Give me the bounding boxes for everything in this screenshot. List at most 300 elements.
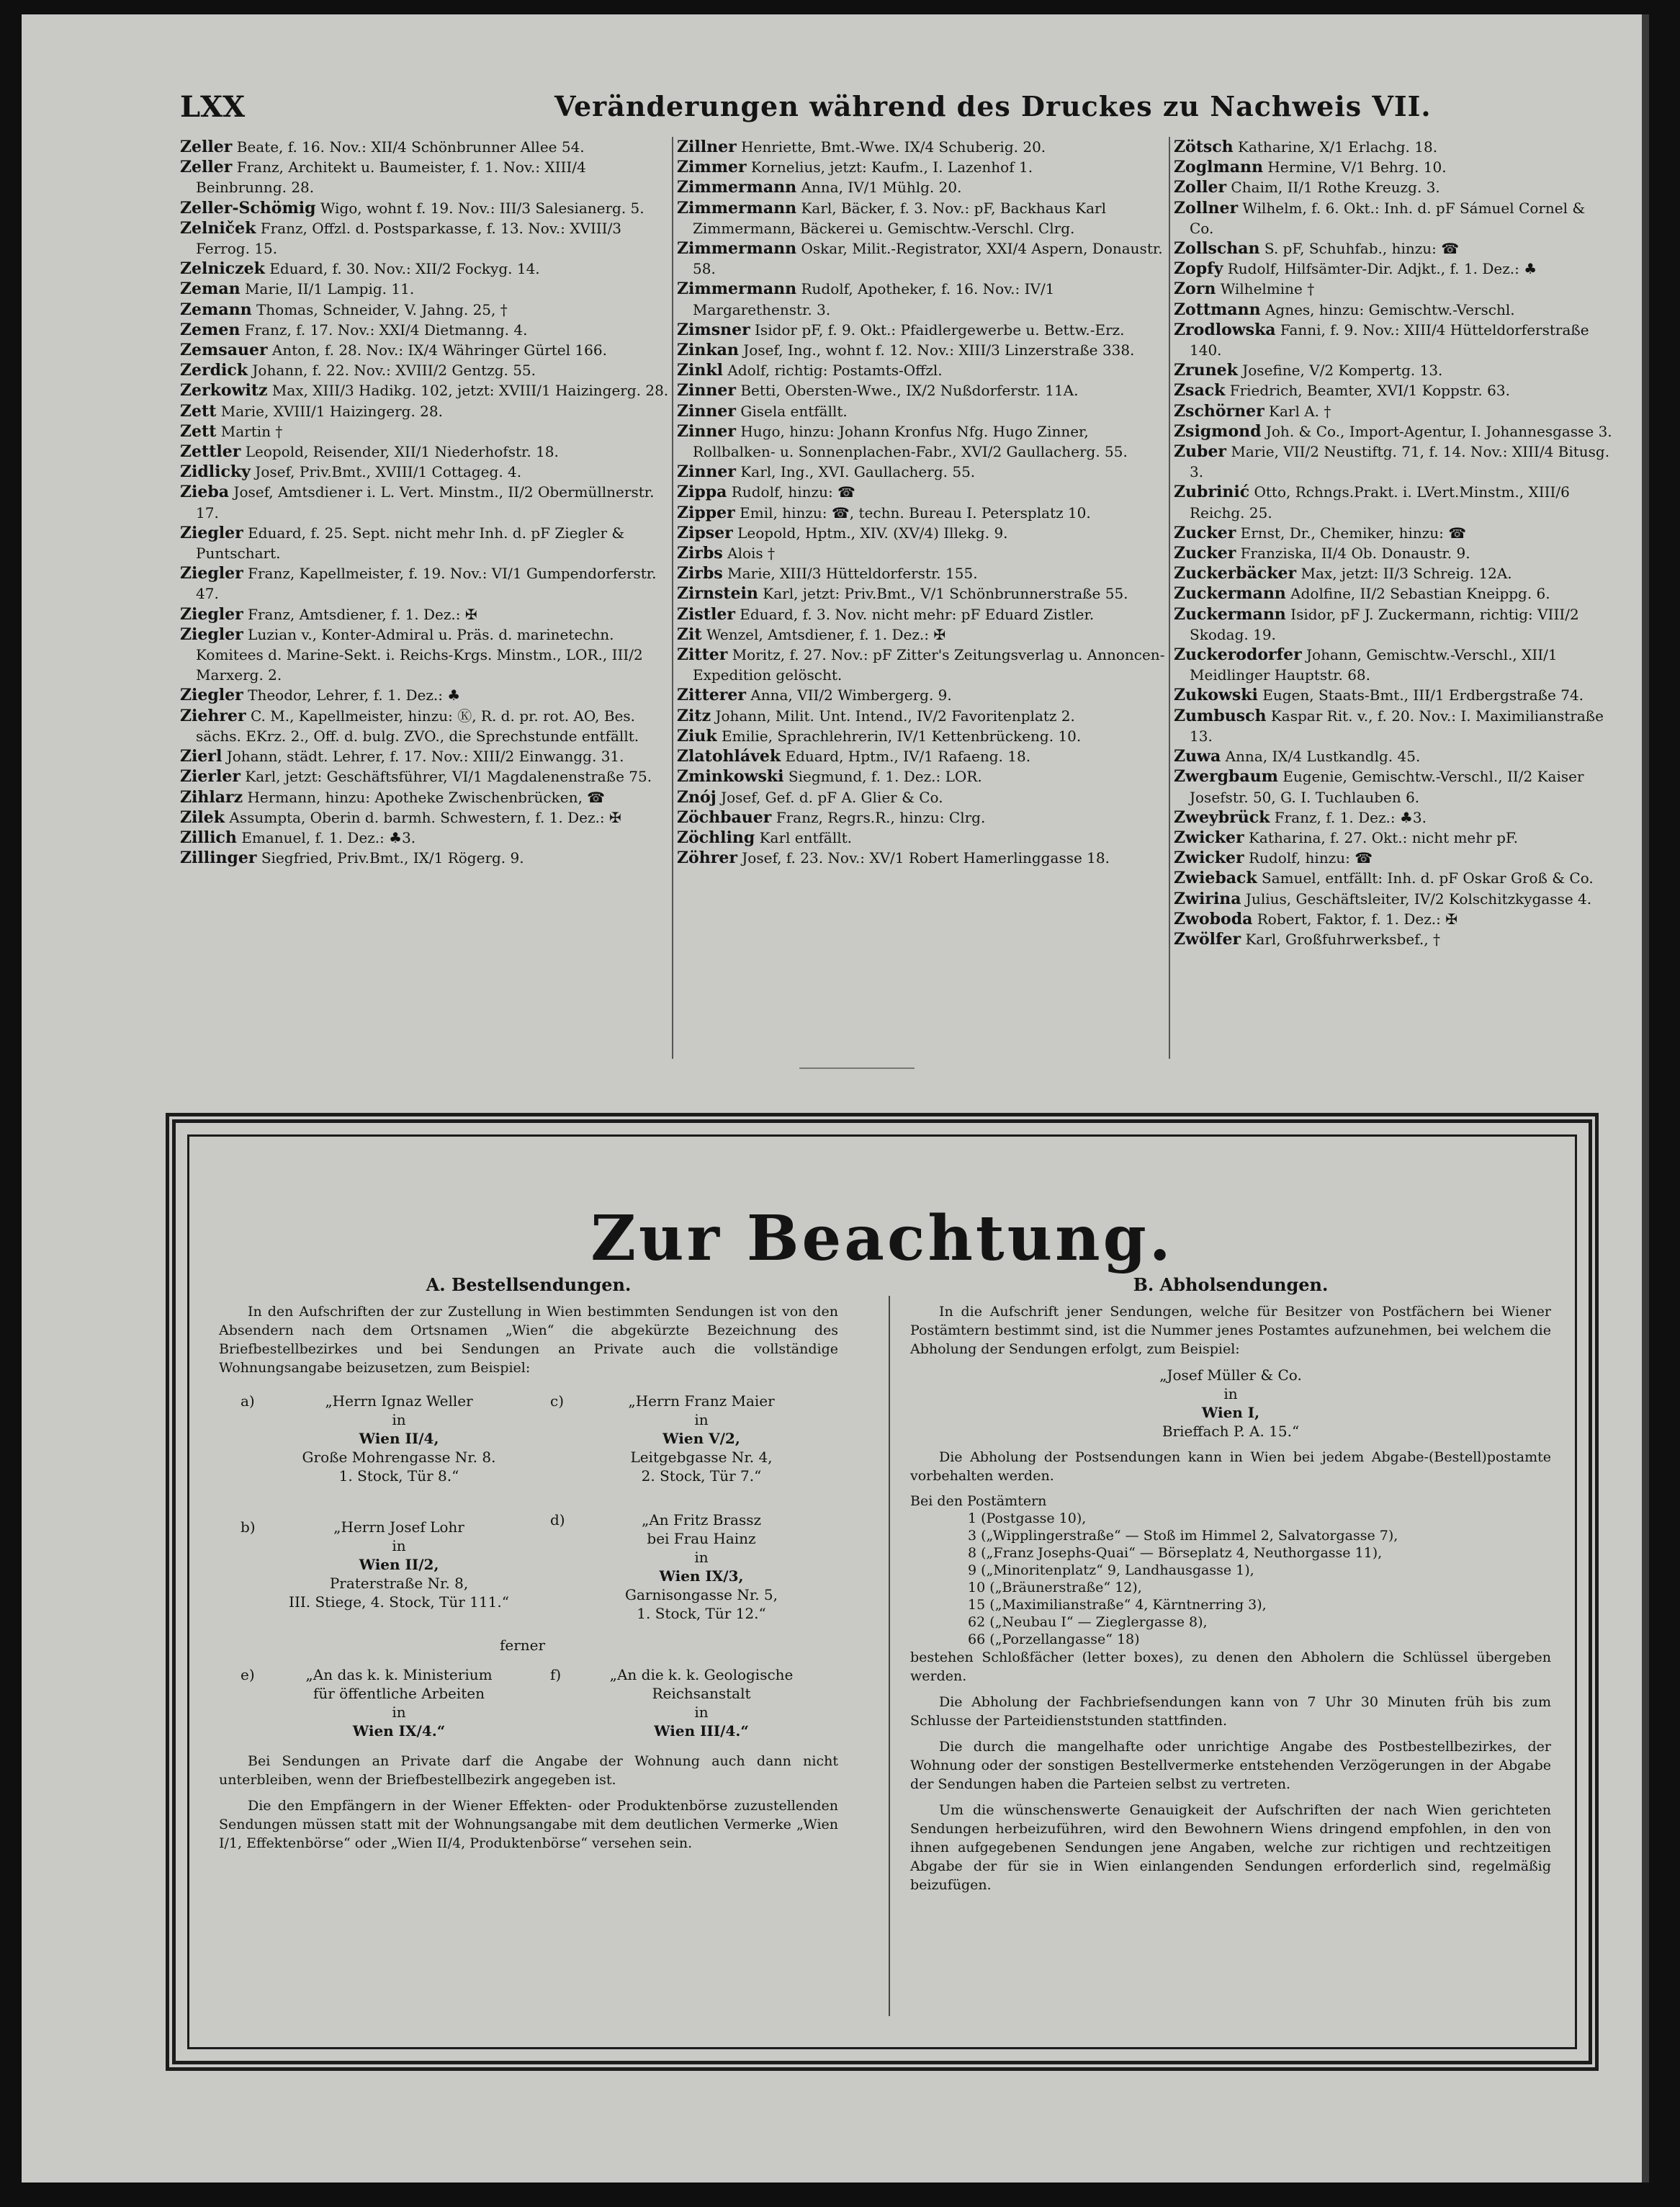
entry-surname: Zillner bbox=[677, 138, 737, 156]
entry-surname: Zipper bbox=[677, 503, 735, 522]
directory-entry bbox=[677, 401, 1167, 421]
directory-entry bbox=[180, 360, 670, 380]
address-line: Praterstraße Nr. 8, bbox=[329, 1575, 469, 1592]
notice-divider bbox=[889, 1296, 890, 2016]
address-line: in bbox=[392, 1537, 406, 1554]
entry-surname: Zoller bbox=[1174, 178, 1227, 197]
entry-details: Rudolf, Hilfsämter-Dir. Adjkt., f. 1. Dez.: ♣ bbox=[1227, 260, 1537, 278]
directory-entry bbox=[677, 787, 1167, 807]
directory-entry bbox=[180, 523, 670, 563]
entry-details: Alois † bbox=[727, 545, 776, 563]
address-line: 1. Stock, Tür 12.“ bbox=[637, 1605, 766, 1622]
entry-details: Fanni, f. 9. Nov.: XIII/4 Hütteldorferstraße 140. bbox=[1190, 321, 1589, 359]
entry-surname: Zippa bbox=[677, 483, 727, 502]
directory-entry bbox=[677, 706, 1167, 726]
directory-entry bbox=[677, 340, 1167, 360]
entry-surname: Zwoboda bbox=[1174, 909, 1253, 928]
entry-surname: Zwirina bbox=[1174, 889, 1241, 908]
directory-entry bbox=[1174, 563, 1613, 583]
entry-surname: Zinner bbox=[677, 381, 736, 400]
address-line: in bbox=[694, 1549, 709, 1566]
entry-surname: Zinkl bbox=[677, 361, 724, 380]
address-line: Wien II/4, bbox=[359, 1430, 439, 1447]
entry-details: Theodor, Lehrer, f. 1. Dez.: ♣ bbox=[248, 686, 461, 704]
entry-surname: Zierl bbox=[180, 747, 223, 766]
entry-details: Emilie, Sprachlehrerin, IV/1 Kettenbrückeng. 10. bbox=[722, 727, 1082, 745]
directory-entry bbox=[180, 137, 670, 157]
entry-surname: Zierler bbox=[180, 767, 241, 787]
entry-surname: Zirbs bbox=[677, 564, 723, 583]
entry-details: Johann, Milit. Unt. Intend., IV/2 Favoritenplatz 2. bbox=[715, 707, 1075, 725]
ferner-label: ferner bbox=[500, 1637, 546, 1654]
section-a-paragraph: Die den Empfängern in der Wiener Effekten- oder Produktenbörse zuzustellenden Sendungen müssen statt mit der Wohnungsangabe mit dem deutlichen Vermerke „Wien I/1, Effektenbörse“ oder „Wien II/4, Produktenbörse“ versehen sein. bbox=[219, 1798, 838, 1851]
address-line: III. Stiege, 4. Stock, Tür 111.“ bbox=[289, 1593, 509, 1611]
directory-entry bbox=[677, 380, 1167, 400]
directory-entry bbox=[180, 807, 670, 828]
post-office-line: 1 (Postgasse 10), bbox=[968, 1510, 1087, 1526]
entry-details: Anton, f. 28. Nov.: IX/4 Währinger Gürtel 166. bbox=[271, 341, 607, 359]
address-label: c) bbox=[550, 1392, 565, 1410]
address-line: Garnisongasse Nr. 5, bbox=[624, 1586, 778, 1603]
entry-details: Wigo, wohnt f. 19. Nov.: III/3 Salesianerg. 5. bbox=[320, 199, 644, 217]
post-office-list bbox=[910, 1510, 1551, 1648]
entry-surname: Zwölfer bbox=[1174, 929, 1241, 949]
post-office-line: 62 („Neubau I“ — Zieglergasse 8), bbox=[968, 1614, 1208, 1630]
entry-details: Robert, Faktor, f. 1. Dez.: ✠ bbox=[1257, 910, 1457, 928]
entry-details: Leopold, Reisender, XII/1 Niederhofstr. 18. bbox=[245, 443, 559, 461]
post-office-line: 3 („Wipplingerstraße“ — Stoß im Himmel 2, Salvatorgasse 7), bbox=[968, 1528, 1398, 1544]
entry-surname: Zinner bbox=[677, 421, 736, 441]
post-office-line: 66 („Porzellangasse“ 18) bbox=[968, 1631, 1140, 1647]
address-line: Wien III/4.“ bbox=[654, 1722, 749, 1740]
entry-details: Johann, Gemischtw.-Verschl., XII/1 Meidlinger Hauptstr. 68. bbox=[1190, 646, 1558, 684]
directory-entry bbox=[677, 462, 1167, 482]
address-line: Wien IX/3, bbox=[659, 1567, 744, 1585]
address-line: Wien V/2, bbox=[662, 1430, 740, 1447]
entry-details: Franz, Offzl. d. Postsparkasse, f. 13. Nov.: XVIII/3 Ferrog. 15. bbox=[196, 219, 622, 258]
section-b-paragraph: Die durch die mangelhafte oder unrichtige Angabe des Postbestellbezirkes, der Wohnung oder der sonstigen Bestellvermerke entstehenden Verzögerungen in der Abgabe der Sendungen haben die Parteien selbst zu vertreten. bbox=[910, 1739, 1551, 1792]
entry-surname: Zitz bbox=[677, 706, 711, 725]
entry-surname: Zistler bbox=[677, 604, 735, 624]
directory-entry bbox=[1174, 300, 1613, 320]
entry-details: Oskar, Milit.-Registrator, XXI/4 Aspern, Donaustr. 58. bbox=[693, 240, 1163, 278]
directory-entry bbox=[677, 360, 1167, 380]
entry-details: Max, XIII/3 Hadikg. 102, jetzt: XVIII/1 Haizingerg. 28. bbox=[271, 382, 669, 400]
column-divider bbox=[1169, 137, 1170, 1059]
entry-surname: Zeller-Schömig bbox=[180, 198, 316, 218]
entry-surname: Zöchling bbox=[677, 828, 755, 847]
entry-details: Anna, VII/2 Wimbergerg. 9. bbox=[750, 686, 952, 704]
entry-surname: Zelniczek bbox=[180, 259, 265, 279]
entry-surname: Zieba bbox=[180, 483, 230, 502]
directory-entry bbox=[677, 198, 1167, 238]
entry-details: Josef, Priv.Bmt., XVIII/1 Cottageg. 4. bbox=[255, 463, 522, 481]
section-b-paragraph: Die Abholung der Postsendungen kann in Wien bei jedem Abgabe-(Bestell)postamte vorbehalten werden. bbox=[910, 1449, 1551, 1484]
entry-surname: Zschörner bbox=[1174, 401, 1265, 421]
address-example-b bbox=[241, 1518, 521, 1611]
entry-surname: Zuckermann bbox=[1174, 604, 1286, 624]
section-b bbox=[910, 1274, 1551, 1902]
directory-entry bbox=[1174, 198, 1613, 238]
directory-entry bbox=[1174, 360, 1613, 380]
entry-surname: Zeman bbox=[180, 279, 241, 299]
entry-surname: Zucker bbox=[1174, 523, 1236, 542]
entry-surname: Zillinger bbox=[180, 849, 257, 868]
address-line: in bbox=[1223, 1385, 1238, 1402]
entry-surname: Zimsner bbox=[677, 320, 750, 339]
directory-entry bbox=[180, 157, 670, 197]
directory-entry bbox=[677, 320, 1167, 340]
entry-details: Siegfried, Priv.Bmt., IX/1 Rögerg. 9. bbox=[261, 849, 524, 867]
directory-entry bbox=[677, 645, 1167, 685]
directory-entry bbox=[677, 523, 1167, 543]
directory-entry bbox=[677, 766, 1167, 787]
entry-details: Julius, Geschäftsleiter, IV/2 Kolschitzkygasse 4. bbox=[1245, 890, 1592, 908]
entry-details: Assumpta, Oberin d. barmh. Schwestern, f. 1. Dez.: ✠ bbox=[229, 808, 621, 826]
entry-surname: Zelniček bbox=[180, 218, 256, 238]
entry-details: Otto, Rchngs.Prakt. i. LVert.Minstm., XIII/6 Reichg. 25. bbox=[1190, 483, 1570, 521]
entry-surname: Zidlicky bbox=[180, 462, 251, 482]
entry-surname: Zilek bbox=[180, 807, 225, 827]
directory-entry bbox=[1174, 543, 1613, 563]
entry-surname: Zimmermann bbox=[677, 279, 797, 299]
entry-surname: Ziehrer bbox=[180, 706, 246, 725]
directory-entry bbox=[677, 583, 1167, 604]
entry-surname: Zipser bbox=[677, 523, 733, 542]
entry-surname: Zirbs bbox=[677, 544, 723, 563]
entry-surname: Zottmann bbox=[1174, 300, 1261, 319]
directory-entry bbox=[1174, 868, 1613, 888]
address-label: e) bbox=[241, 1666, 255, 1683]
address-line: „Herrn Ignaz Weller bbox=[325, 1392, 473, 1410]
entry-details: Hermine, V/1 Behrg. 10. bbox=[1267, 158, 1447, 176]
directory-entry bbox=[1174, 177, 1613, 197]
entry-surname: Zweybrück bbox=[1174, 807, 1270, 827]
entry-surname: Ziegler bbox=[180, 686, 243, 705]
entry-surname: Zihlarz bbox=[180, 787, 243, 807]
entry-surname: Zuwa bbox=[1174, 747, 1221, 766]
entry-surname: Zinner bbox=[677, 462, 736, 482]
entry-details: Josef, Gef. d. pF A. Glier & Co. bbox=[721, 788, 943, 806]
section-b-paragraph: bestehen Schloßfächer (letter boxes), zu denen den Abholern die Schlüssel übergeben werden. bbox=[910, 1649, 1551, 1684]
entry-surname: Ziegler bbox=[180, 625, 243, 644]
entry-surname: Zitter bbox=[677, 645, 728, 665]
address-example-e bbox=[241, 1665, 521, 1740]
directory-entry bbox=[677, 157, 1167, 177]
notice-box bbox=[166, 1113, 1599, 2071]
address-example-f bbox=[550, 1665, 817, 1740]
entry-surname: Zwieback bbox=[1174, 869, 1257, 888]
address-example-a bbox=[241, 1392, 521, 1485]
entry-details: Marie, XVIII/1 Haizingerg. 28. bbox=[220, 402, 443, 420]
entry-surname: Zett bbox=[180, 401, 217, 421]
entry-surname: Zollner bbox=[1174, 198, 1239, 218]
directory-entry bbox=[1174, 889, 1613, 909]
entry-details: Eduard, f. 25. Sept. nicht mehr Inh. d. pF Ziegler & Puntschart. bbox=[196, 524, 625, 563]
address-label: a) bbox=[241, 1392, 255, 1410]
entry-details: Friedrich, Beamter, XVI/1 Koppstr. 63. bbox=[1229, 382, 1510, 400]
entry-surname: Zemann bbox=[180, 300, 252, 319]
address-line: Wien I, bbox=[1201, 1404, 1260, 1421]
entry-surname: Zumbusch bbox=[1174, 706, 1267, 725]
entry-surname: Zettler bbox=[180, 442, 241, 462]
entry-details: Agnes, hinzu: Gemischtw.-Verschl. bbox=[1265, 300, 1515, 318]
address-line: „Herrn Josef Lohr bbox=[333, 1518, 464, 1536]
entry-details: Kaspar Rit. v., f. 20. Nov.: I. Maximilianstraße 13. bbox=[1190, 707, 1604, 745]
address-line: Leitgebgasse Nr. 4, bbox=[630, 1449, 773, 1466]
entry-surname: Zöhrer bbox=[677, 849, 737, 868]
entry-surname: Zirnstein bbox=[677, 584, 758, 604]
entry-details: Karl, jetzt: Geschäftsführer, VI/1 Magdalenenstraße 75. bbox=[245, 768, 652, 786]
entry-details: Wilhelm, f. 6. Okt.: Inh. d. pF Sámuel Cornel & Co. bbox=[1190, 199, 1586, 237]
directory-entry bbox=[1174, 157, 1613, 177]
entry-details: Emil, hinzu: ☎, techn. Bureau I. Petersplatz 10. bbox=[740, 503, 1091, 521]
directory-entry bbox=[1174, 442, 1613, 482]
address-label: b) bbox=[241, 1518, 256, 1536]
address-line: „An Fritz Brassz bbox=[641, 1511, 762, 1528]
entry-surname: Zsigmond bbox=[1174, 421, 1262, 441]
entry-surname: Zillich bbox=[180, 828, 237, 847]
address-line: in bbox=[392, 1704, 406, 1721]
section-separator bbox=[799, 1067, 915, 1069]
address-line: in bbox=[694, 1704, 709, 1721]
entry-surname: Zrodlowska bbox=[1174, 320, 1276, 339]
entry-surname: Ziegler bbox=[180, 564, 243, 583]
directory-entry bbox=[1174, 645, 1613, 685]
entry-surname: Zuber bbox=[1174, 442, 1227, 462]
entry-details: Franz, Amtsdiener, f. 1. Dez.: ✠ bbox=[248, 605, 477, 623]
address-line: in bbox=[694, 1411, 709, 1428]
post-office-line: 10 („Bräunerstraße“ 12), bbox=[968, 1580, 1142, 1595]
entry-details: Franz, Architekt u. Baumeister, f. 1. Nov.: XIII/4 Beinbrunng. 28. bbox=[196, 158, 586, 197]
entry-details: Josef, Amtsdiener i. L. Vert. Minstm., II/2 Obermüllnerstr. 17. bbox=[196, 483, 655, 521]
address-line: Wien II/2, bbox=[359, 1556, 439, 1573]
address-line: Wien IX/4.“ bbox=[352, 1722, 446, 1740]
entry-details: Max, jetzt: II/3 Schreig. 12A. bbox=[1301, 565, 1512, 583]
entry-details: Marie, II/1 Lampig. 11. bbox=[244, 280, 415, 298]
directory-entry bbox=[180, 340, 670, 360]
directory-entry bbox=[1174, 848, 1613, 868]
entry-surname: Zitterer bbox=[677, 686, 746, 705]
entry-details: Anna, IX/4 Lustkandlg. 45. bbox=[1225, 748, 1421, 766]
entry-details: Moritz, f. 27. Nov.: pF Zitter's Zeitungsverlag u. Annoncen-Expedition gelöscht. bbox=[693, 646, 1165, 684]
directory-entry bbox=[180, 848, 670, 868]
directory-entry bbox=[677, 482, 1167, 502]
entry-surname: Ziegler bbox=[180, 604, 243, 624]
entry-surname: Zit bbox=[677, 625, 702, 644]
entry-surname: Zminkowski bbox=[677, 767, 784, 787]
directory-entry bbox=[677, 503, 1167, 523]
entry-surname: Zrunek bbox=[1174, 361, 1238, 380]
directory-entry bbox=[180, 401, 670, 421]
directory-entry bbox=[677, 563, 1167, 583]
directory-entry bbox=[677, 828, 1167, 848]
entry-surname: Ziuk bbox=[677, 726, 717, 746]
entry-details: Franziska, II/4 Ob. Donaustr. 9. bbox=[1240, 545, 1470, 563]
directory-entry bbox=[180, 320, 670, 340]
entry-details: Franz, f. 17. Nov.: XXI/4 Dietmanng. 4. bbox=[244, 321, 528, 339]
entry-details: Katharina, f. 27. Okt.: nicht mehr pF. bbox=[1248, 828, 1518, 846]
entry-details: Franz, Kapellmeister, f. 19. Nov.: VI/1 Gumpendorferstr. 47. bbox=[196, 565, 657, 603]
directory-entry bbox=[677, 543, 1167, 563]
entry-details: Johann, städt. Lehrer, f. 17. Nov.: XIII/2 Einwangg. 31. bbox=[226, 748, 624, 766]
entry-details: S. pF, Schuhfab., hinzu: ☎ bbox=[1264, 240, 1460, 258]
entry-details: Eugenie, Gemischtw.-Verschl., II/2 Kaiser Josefstr. 50, G. I. Tuchlauben 6. bbox=[1190, 768, 1584, 806]
entry-details: Josef, f. 23. Nov.: XV/1 Robert Hamerlinggasse 18. bbox=[742, 849, 1110, 867]
entry-details: Martin † bbox=[220, 422, 283, 440]
entry-surname: Zuckerodorfer bbox=[1174, 645, 1302, 665]
entry-details: Isidor, pF J. Zuckermann, richtig: VIII/2 Skodag. 19. bbox=[1190, 605, 1579, 643]
entry-details: Isidor pF, f. 9. Okt.: Pfaidlergewerbe u. Bettw.-Erz. bbox=[755, 321, 1125, 339]
directory-entry bbox=[1174, 238, 1613, 259]
entry-surname: Zsack bbox=[1174, 381, 1226, 400]
entry-details: Marie, XIII/3 Hütteldorferstr. 155. bbox=[727, 565, 978, 583]
directory-entry bbox=[1174, 421, 1613, 442]
address-line: bei Frau Hainz bbox=[647, 1530, 756, 1547]
directory-entry bbox=[677, 625, 1167, 645]
entry-surname: Zemsauer bbox=[180, 341, 268, 360]
directory-entry bbox=[1174, 137, 1613, 157]
entry-surname: Zukowski bbox=[1174, 686, 1258, 705]
entry-surname: Zimmermann bbox=[677, 198, 797, 218]
directory-entry bbox=[677, 685, 1167, 705]
notice-title: Zur Beachtung. bbox=[590, 1202, 1174, 1275]
directory-entry bbox=[180, 421, 670, 442]
entry-details: C. M., Kapellmeister, hinzu: Ⓚ, R. d. pr. rot. AO, Bes. sächs. EKrz. 2., Off. d. bulg. ZVO., die Sprechstunde entfällt. bbox=[196, 707, 639, 745]
entry-details: Karl, Bäcker, f. 3. Nov.: pF, Backhaus Karl Zimmermann, Bäckerei u. Gemischtw.-Verschl. Clrg. bbox=[693, 199, 1106, 237]
directory-entry bbox=[1174, 604, 1613, 645]
entry-details: Rudolf, hinzu: ☎ bbox=[1248, 849, 1373, 867]
entry-surname: Zucker bbox=[1174, 544, 1236, 563]
entry-details: Karl, Großfuhrwerksbef., † bbox=[1245, 930, 1440, 948]
entry-details: Adolf, richtig: Postamts-Offzl. bbox=[727, 362, 943, 380]
entry-details: Emanuel, f. 1. Dez.: ♣3. bbox=[241, 828, 416, 846]
entry-details: Marie, VII/2 Neustiftg. 71, f. 14. Nov.: XIII/4 Bitusg. 3. bbox=[1190, 443, 1610, 481]
section-a-paragraph: Bei Sendungen an Private darf die Angabe der Wohnung auch dann nicht unterbleiben, wenn der Briefbestellbezirk angegeben ist. bbox=[219, 1753, 838, 1788]
post-office-heading: Bei den Postämtern bbox=[910, 1493, 1047, 1509]
entry-details: Karl, Ing., XVI. Gaullacherg. 55. bbox=[740, 463, 976, 481]
directory-entry bbox=[180, 766, 670, 787]
column-divider bbox=[672, 137, 673, 1059]
address-example-b1 bbox=[910, 1366, 1551, 1441]
entry-surname: Znój bbox=[677, 787, 717, 807]
entry-surname: Zwicker bbox=[1174, 828, 1244, 847]
entry-surname: Zimmermann bbox=[677, 239, 797, 259]
entry-details: Samuel, entfällt: Inh. d. pF Oskar Groß & Co. bbox=[1262, 869, 1594, 887]
directory-entry bbox=[180, 828, 670, 848]
entry-details: Luzian v., Konter-Admiral u. Präs. d. marinetechn. Komitees d. Marine-Sekt. i. Reichs-Krgs. Minstm., LOR., III/2 Marxerg. 2. bbox=[196, 625, 643, 684]
entry-details: Johann, f. 22. Nov.: XVIII/2 Gentzg. 55. bbox=[252, 362, 536, 380]
address-label: f) bbox=[550, 1666, 562, 1683]
entry-details: Katharine, X/1 Erlachg. 18. bbox=[1238, 138, 1438, 156]
section-b-paragraph: Die Abholung der Fachbriefsendungen kann von 7 Uhr 30 Minuten früh bis zum Schlusse der Parteidienststunden stattfinden. bbox=[910, 1694, 1551, 1729]
section-b-intro: In die Aufschrift jener Sendungen, welche für Besitzer von Postfächern bei Wiener Postämtern bestimmt sind, ist die Nummer jenes Postamtes aufzunehmen, bei welchem die Abholung der Sendungen erfolgt, zum Beispiel: bbox=[910, 1304, 1551, 1357]
entry-surname: Zoglmann bbox=[1174, 158, 1263, 177]
address-example-c bbox=[550, 1392, 817, 1485]
entry-surname: Zubrinić bbox=[1174, 483, 1250, 502]
directory-entry bbox=[1174, 320, 1613, 360]
entry-surname: Zwergbaum bbox=[1174, 767, 1278, 787]
page bbox=[22, 14, 1649, 2183]
address-line: Reichsanstalt bbox=[652, 1685, 751, 1702]
address-line: „Josef Müller & Co. bbox=[1159, 1366, 1302, 1384]
entry-surname: Ziegler bbox=[180, 523, 243, 542]
entry-surname: Zwicker bbox=[1174, 849, 1244, 868]
address-line: „An die k. k. Geologische bbox=[609, 1666, 794, 1683]
directory-entry bbox=[1174, 807, 1613, 828]
entry-surname: Zeller bbox=[180, 158, 233, 177]
directory-entry bbox=[1174, 746, 1613, 766]
directory-entry bbox=[180, 746, 670, 766]
entry-surname: Zorn bbox=[1174, 279, 1216, 299]
section-a bbox=[219, 1274, 838, 1860]
entry-surname: Zeller bbox=[180, 138, 233, 156]
directory-entry bbox=[677, 848, 1167, 868]
directory-entry bbox=[180, 685, 670, 705]
directory-column-2 bbox=[677, 137, 1167, 1066]
entry-details: Thomas, Schneider, V. Jahng. 25, † bbox=[256, 300, 508, 318]
entry-surname: Zuckermann bbox=[1174, 584, 1286, 604]
page-number: LXX bbox=[180, 90, 246, 124]
address-example-d bbox=[550, 1510, 817, 1623]
directory-entry bbox=[180, 380, 670, 400]
entry-details: Wenzel, Amtsdiener, f. 1. Dez.: ✠ bbox=[706, 625, 946, 643]
address-line: 1. Stock, Tür 8.“ bbox=[338, 1467, 459, 1485]
entry-surname: Zemen bbox=[180, 320, 241, 339]
directory-entry bbox=[677, 604, 1167, 625]
directory-entry bbox=[1174, 685, 1613, 705]
entry-surname: Zimmer bbox=[677, 158, 747, 177]
entry-details: Henriette, Bmt.-Wwe. IX/4 Schuberig. 20. bbox=[741, 138, 1046, 156]
section-b-paragraph: Um die wünschenswerte Genauigkeit der Aufschriften der nach Wien gerichteten Sendungen herbeizuführen, wird den Bewohnern Wiens dringend empfohlen, in den von ihnen aufgegebenen Sendungen jene Angaben, welche zur richtigen und rechtzeitigen Abgabe der für sie in Wien einlangenden Sendungen erforderlich sind, regelmäßig beizufügen. bbox=[910, 1802, 1551, 1893]
entry-details: Gisela entfällt. bbox=[740, 402, 848, 420]
directory-entry bbox=[1174, 380, 1613, 400]
post-office-line: 15 („Maximilianstraße“ 4, Kärntnerring 3), bbox=[968, 1597, 1267, 1613]
entry-surname: Zerkowitz bbox=[180, 381, 268, 400]
entry-details: Eugen, Staats-Bmt., III/1 Erdbergstraße 74. bbox=[1262, 686, 1584, 704]
directory-entry bbox=[1174, 929, 1613, 949]
entry-surname: Zopfy bbox=[1174, 259, 1223, 279]
directory-column-1 bbox=[180, 137, 670, 1066]
directory-entry bbox=[1174, 766, 1613, 807]
address-line: „Herrn Franz Maier bbox=[628, 1392, 775, 1410]
entry-surname: Zollschan bbox=[1174, 239, 1260, 259]
entry-details: Leopold, Hptm., XIV. (XV/4) Illekg. 9. bbox=[737, 524, 1008, 542]
entry-details: Franz, f. 1. Dez.: ♣3. bbox=[1274, 808, 1427, 826]
directory-entry bbox=[677, 177, 1167, 197]
post-office-line: 9 („Minoritenplatz“ 9, Landhausgasse 1), bbox=[968, 1562, 1254, 1578]
directory-entry bbox=[677, 279, 1167, 319]
directory-entry bbox=[1174, 482, 1613, 522]
directory-entry bbox=[677, 807, 1167, 828]
entry-details: Karl, jetzt: Priv.Bmt., V/1 Schönbrunnerstraße 55. bbox=[763, 585, 1128, 603]
directory-entry bbox=[180, 706, 670, 746]
directory-entry bbox=[180, 198, 670, 218]
entry-details: Karl A. † bbox=[1269, 402, 1331, 420]
entry-details: Kornelius, jetzt: Kaufm., I. Lazenhof 1. bbox=[750, 158, 1033, 176]
directory-entry bbox=[677, 726, 1167, 746]
entry-details: Rudolf, hinzu: ☎ bbox=[731, 483, 855, 501]
entry-surname: Zlatohlávek bbox=[677, 747, 781, 766]
address-line: für öffentliche Arbeiten bbox=[313, 1685, 485, 1702]
entry-surname: Zinkan bbox=[677, 341, 739, 360]
directory-entry bbox=[180, 279, 670, 299]
directory-entry bbox=[180, 442, 670, 462]
directory-entry bbox=[180, 300, 670, 320]
directory-entry bbox=[180, 787, 670, 807]
directory-columns bbox=[180, 137, 1613, 1066]
entry-details: Joh. & Co., Import-Agentur, I. Johannesgasse 3. bbox=[1265, 422, 1612, 440]
